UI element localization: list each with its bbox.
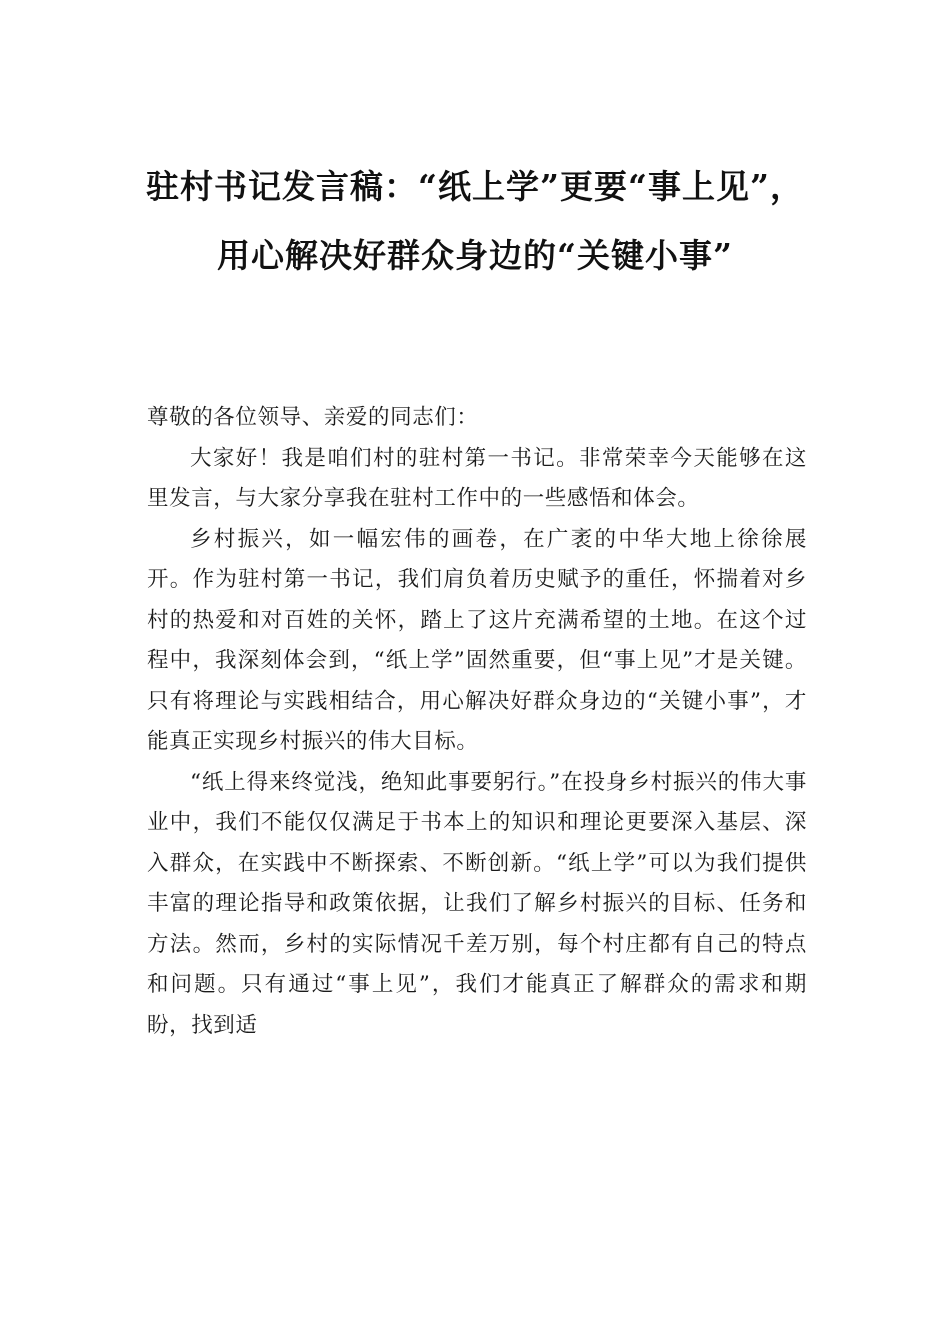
document-title: 驻村书记发言稿：“纸上学”更要“事上见”，用心解决好群众身边的“关键小事” xyxy=(146,167,804,275)
document-body xyxy=(147,398,807,1046)
paragraph-1: 大家好！我是咱们村的驻村第一书记。非常荣幸今天能够在这里发言，与大家分享我在驻村工作中的一些感悟和体会。 xyxy=(147,445,807,511)
salutation: 尊敬的各位领导、亲爱的同志们： xyxy=(147,405,479,430)
paragraph-2: 乡村振兴，如一幅宏伟的画卷，在广袤的中华大地上徐徐展开。作为驻村第一书记，我们肩负着历史赋予的重任，怀揣着对乡村的热爱和对百姓的关怀，踏上了这片充满希望的土地。在这个过程中，我深刻体会到，“纸上学”固然重要，但“事上见”才是关键。只有将理论与实践相结合，用心解决好群众身边的“关键小事”，才能真正实现乡村振兴的伟大目标。 xyxy=(147,526,807,754)
paragraph-3: “纸上得来终觉浅，绝知此事要躬行。”在投身乡村振兴的伟大事业中，我们不能仅仅满足于书本上的知识和理论更要深入基层、深入群众，在实践中不断探索、不断创新。“纸上学”可以为我们提供丰富的理论指导和政策依据，让我们了解乡村振兴的目标、任务和方法。然而，乡村的实际情况千差万别，每个村庄都有自己的特点和问题。只有通过“事上见”，我们才能真正了解群众的需求和期盼，找到适 xyxy=(147,769,807,1038)
